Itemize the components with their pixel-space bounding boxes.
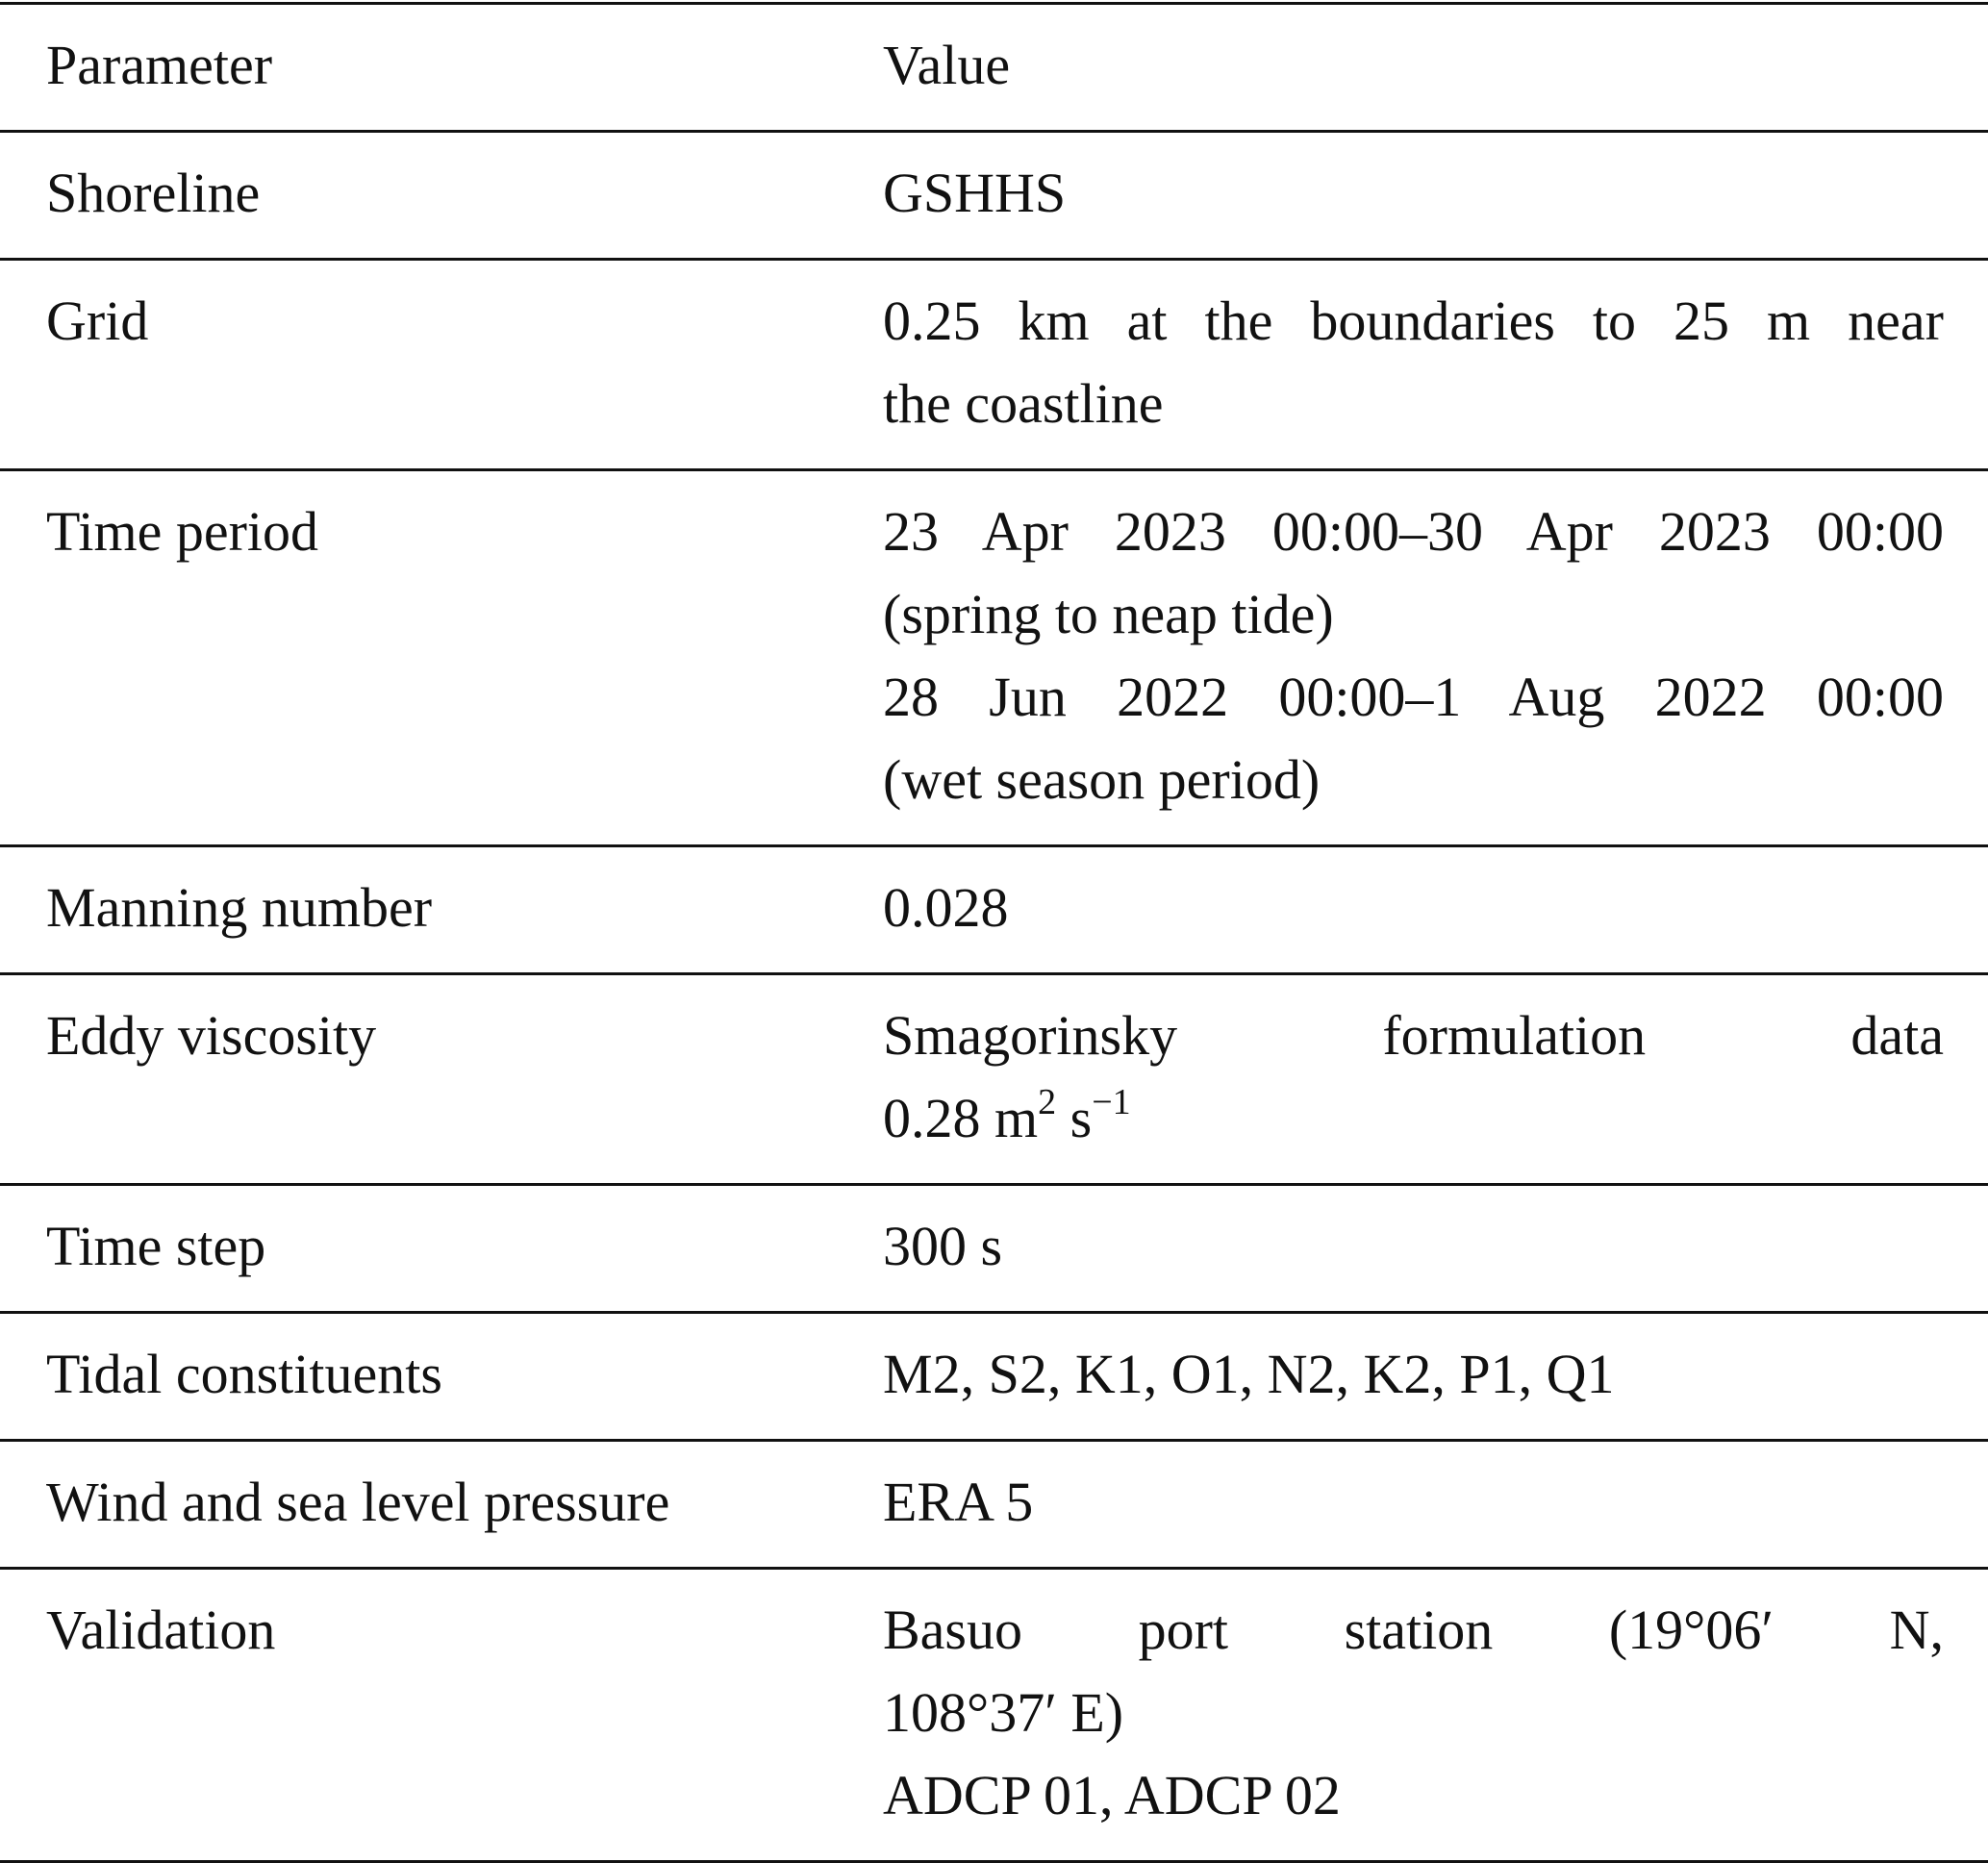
value-line: ERA 5 [883, 1471, 1034, 1533]
value-line: 0.028 [883, 876, 1009, 939]
table-row [0, 260, 1988, 470]
value-line: (wet season period) [883, 748, 1321, 811]
table-row [0, 846, 1988, 974]
row-parameter: Shoreline [46, 162, 261, 224]
row-value [837, 1441, 1988, 1569]
row-parameter: Manning number [46, 876, 433, 939]
row-value [837, 1185, 1988, 1313]
header-value: Value [883, 34, 1011, 96]
exponent: −1 [1092, 1082, 1131, 1122]
value-line: GSHHS [883, 162, 1067, 224]
value-prefix: 0.28 m [883, 1087, 1039, 1149]
value-line: M2, S2, K1, O1, N2, K2, P1, Q1 [883, 1343, 1615, 1405]
row-parameter: Validation [46, 1599, 276, 1661]
value-line: 23 Apr 2023 00:00–30 Apr 2023 00:00 [883, 500, 1944, 563]
table-row [0, 1441, 1988, 1569]
row-parameter: Time step [46, 1215, 266, 1277]
value-line: Smagorinsky formulation data [883, 1004, 1944, 1067]
row-value [837, 846, 1988, 974]
value-line [883, 1077, 1944, 1160]
row-parameter: Grid [46, 290, 149, 352]
value-line: 108°37′ E) [883, 1681, 1124, 1744]
table-row [0, 1185, 1988, 1313]
row-value [837, 974, 1988, 1185]
row-value [837, 1313, 1988, 1441]
parameter-table-container [0, 2, 1988, 1854]
row-value [837, 132, 1988, 260]
value-line: Basuo port station (19°06′ N, [883, 1599, 1944, 1661]
table-row [0, 470, 1988, 846]
row-parameter: Wind and sea level pressure [46, 1471, 670, 1533]
table-row [0, 1313, 1988, 1441]
table-row [0, 1569, 1988, 1862]
table-header-row [0, 4, 1988, 132]
row-parameter: Tidal constituents [46, 1343, 442, 1405]
table-row [0, 132, 1988, 260]
table-row [0, 974, 1988, 1185]
value-line: 300 s [883, 1215, 1003, 1277]
row-value [837, 470, 1988, 846]
header-parameter: Parameter [46, 34, 273, 96]
value-line: 28 Jun 2022 00:00–1 Aug 2022 00:00 [883, 666, 1944, 728]
row-parameter: Time period [46, 500, 319, 563]
row-value [837, 260, 1988, 470]
exponent: 2 [1038, 1082, 1057, 1122]
value-mid: s [1056, 1087, 1093, 1149]
value-line: ADCP 01, ADCP 02 [883, 1764, 1341, 1826]
row-value [837, 1569, 1988, 1862]
row-parameter: Eddy viscosity [46, 1004, 377, 1067]
model-parameter-table [0, 2, 1988, 1863]
value-line: (spring to neap tide) [883, 583, 1334, 645]
value-line: the coastline [883, 372, 1164, 435]
value-line: 0.25 km at the boundaries to 25 m near [883, 290, 1944, 352]
